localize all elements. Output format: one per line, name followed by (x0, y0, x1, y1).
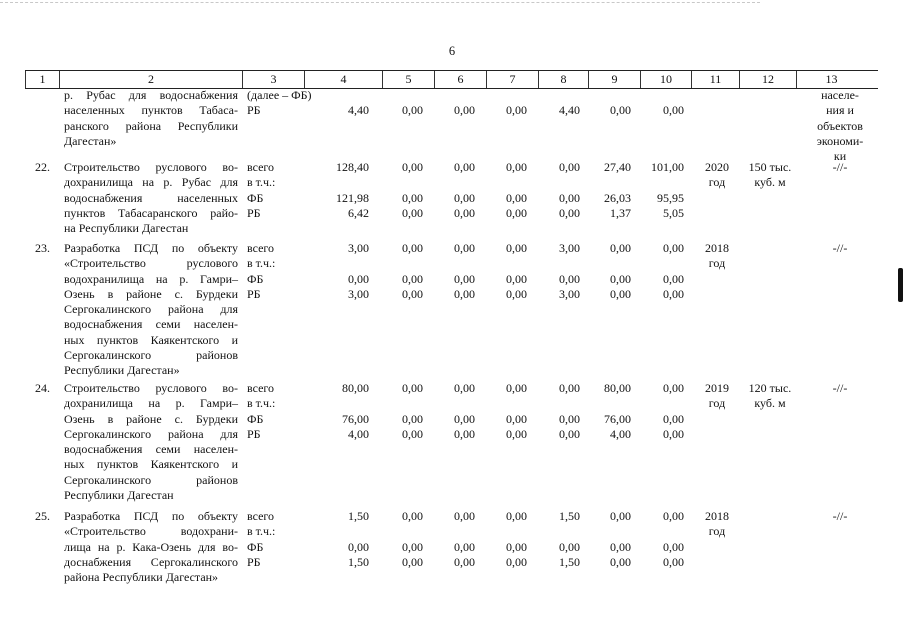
completion-year-line: год (708, 524, 726, 539)
object-name-line: Озень в районе с. Бурдеки (64, 411, 238, 426)
value-cell: 0,00 (663, 241, 684, 255)
funding-source-line: РБ (247, 426, 261, 441)
funding-source-line: в т.ч.: (247, 256, 276, 271)
header-col-8: 8 (538, 71, 588, 88)
remark (809, 509, 871, 524)
remark-line: -//- (832, 160, 848, 174)
funding-source-line: в т.ч.: (247, 524, 276, 539)
header-col-10: 10 (640, 71, 691, 88)
value-col-7 (485, 381, 527, 442)
completion-year-line: год (708, 256, 726, 271)
value-col-10 (637, 241, 684, 302)
funding-source-line: ФБ (247, 411, 264, 426)
header-col-13: 13 (796, 71, 866, 88)
value-cell (585, 524, 631, 539)
scan-artifact-line (0, 2, 760, 6)
value-col-9 (585, 88, 631, 119)
value-col-5 (381, 160, 423, 221)
value-cell: 0,00 (610, 241, 631, 255)
value-cell (381, 88, 423, 103)
funding-source-line: в т.ч.: (247, 396, 276, 411)
value-cell: 1,50 (348, 509, 369, 523)
value-col-8 (537, 381, 580, 442)
value-cell: 0,00 (506, 241, 527, 255)
value-cell: 0,00 (402, 205, 423, 220)
object-name-line: Сергокалинского районов (64, 472, 238, 487)
value-cell (485, 256, 527, 271)
object-name-line: пунктов Табасаранского райо- (64, 205, 238, 220)
object-name-line: дохранилища на р. Рубас для (64, 175, 238, 190)
value-cell: 76,00 (342, 411, 369, 426)
funding-source-line: РБ (247, 554, 261, 569)
row-number: 22. (35, 160, 50, 174)
value-cell (485, 88, 527, 103)
value-cell: 0,00 (402, 381, 423, 395)
completion-year-line: 2019 (705, 381, 729, 395)
remark-line: ки (833, 149, 847, 164)
remark-line: населе- (821, 88, 859, 102)
value-cell: 0,00 (506, 426, 527, 441)
value-cell: 0,00 (402, 160, 423, 174)
value-cell (311, 256, 369, 271)
object-name-line: Сергокалинского района для (64, 302, 238, 317)
value-cell (585, 88, 631, 103)
value-cell (537, 175, 580, 190)
value-cell: 4,00 (610, 426, 631, 441)
object-name-line: р. Рубас для водоснабжения (64, 88, 238, 102)
object-name-line: ранского района Республики (64, 118, 238, 133)
header-col-5: 5 (382, 71, 434, 88)
object-name-line: Разработка ПСД по объекту (64, 241, 238, 255)
value-cell: 0,00 (506, 103, 527, 118)
value-cell: 0,00 (454, 241, 475, 255)
remark-line: объектов (817, 118, 863, 133)
value-col-8 (537, 509, 580, 570)
capacity-line: 150 тыс. (748, 160, 792, 174)
table-header-row (25, 70, 878, 89)
completion-year (694, 381, 740, 412)
value-cell: 0,00 (454, 190, 475, 205)
value-col-8 (537, 241, 580, 302)
value-col-5 (381, 88, 423, 119)
value-cell: 80,00 (604, 381, 631, 395)
value-cell (433, 256, 475, 271)
value-cell: 0,00 (559, 539, 580, 554)
value-cell: 0,00 (506, 411, 527, 426)
header-col-9: 9 (588, 71, 640, 88)
value-cell: 0,00 (506, 205, 527, 220)
value-cell: 0,00 (402, 271, 423, 286)
value-cell (585, 175, 631, 190)
remark (809, 241, 871, 256)
value-cell: 0,00 (402, 103, 423, 118)
value-cell: 0,00 (559, 160, 580, 174)
remark-line: -//- (832, 509, 848, 523)
value-cell: 5,05 (663, 205, 684, 220)
value-col-9 (585, 241, 631, 302)
value-cell: 0,00 (663, 426, 684, 441)
funding-source (247, 88, 312, 119)
value-cell: 121,98 (336, 190, 369, 205)
header-col-12: 12 (739, 71, 796, 88)
header-col-11: 11 (691, 71, 739, 88)
value-cell (311, 88, 369, 103)
value-cell: 0,00 (402, 509, 423, 523)
object-name-line: водоснабжения семи населен- (64, 317, 238, 332)
object-name-line: Строительство руслового во- (64, 381, 238, 395)
funding-source-line: в т.ч.: (247, 175, 276, 190)
object-name-line: доснабжения Сергокалинского (64, 554, 238, 569)
object-name (64, 160, 238, 236)
value-cell: 0,00 (454, 286, 475, 301)
value-col-7 (485, 241, 527, 302)
value-cell (433, 88, 475, 103)
value-cell: 101,00 (651, 160, 684, 174)
value-col-9 (585, 381, 631, 442)
funding-source (247, 509, 309, 570)
value-cell: 0,00 (663, 381, 684, 395)
completion-year-line: 2020 (705, 160, 729, 174)
value-cell: 0,00 (402, 241, 423, 255)
value-cell: 0,00 (506, 381, 527, 395)
value-col-5 (381, 381, 423, 442)
value-cell (537, 256, 580, 271)
value-cell: 0,00 (348, 271, 369, 286)
remark (809, 381, 871, 396)
object-name (64, 509, 238, 585)
value-cell: 1,50 (559, 509, 580, 523)
value-cell (433, 175, 475, 190)
funding-source-line: всего (247, 381, 275, 395)
value-cell (433, 396, 475, 411)
completion-year (694, 509, 740, 540)
value-cell: 0,00 (506, 190, 527, 205)
object-name-line: Сергокалинского районов (64, 348, 238, 363)
remark-line: ния и (826, 103, 854, 118)
object-name-line: водохранилища на р. Гамри– (64, 271, 238, 286)
value-col-9 (585, 160, 631, 221)
completion-year-line: год (708, 175, 726, 190)
value-cell (537, 524, 580, 539)
funding-source-line: ФБ (247, 190, 264, 205)
value-cell: 0,00 (610, 271, 631, 286)
value-cell: 0,00 (663, 271, 684, 286)
value-col-6 (433, 509, 475, 570)
value-col-10 (637, 381, 684, 442)
value-cell: 0,00 (610, 286, 631, 301)
object-name-line: ных пунктов Каякентского и (64, 332, 238, 347)
value-cell: 0,00 (663, 539, 684, 554)
object-name (64, 241, 238, 379)
value-cell: 128,40 (336, 160, 369, 174)
capacity-line: куб. м (754, 175, 786, 190)
capacity-line: 120 тыс. (748, 381, 792, 395)
value-cell: 3,00 (348, 241, 369, 255)
value-col-4 (311, 509, 369, 570)
value-cell: 3,00 (348, 286, 369, 301)
funding-source (247, 160, 309, 221)
value-cell: 0,00 (506, 271, 527, 286)
value-col-6 (433, 241, 475, 302)
value-cell: 0,00 (506, 554, 527, 569)
value-cell: 0,00 (506, 286, 527, 301)
funding-source-line: (далее – ФБ) (247, 88, 312, 102)
value-cell: 0,00 (402, 190, 423, 205)
value-cell: 0,00 (663, 286, 684, 301)
value-col-6 (433, 88, 475, 119)
value-cell: 0,00 (454, 539, 475, 554)
value-cell: 95,95 (657, 190, 684, 205)
value-cell (537, 88, 580, 103)
remark-line: -//- (832, 241, 848, 255)
value-cell: 3,00 (559, 286, 580, 301)
value-col-7 (485, 509, 527, 570)
value-col-4 (311, 88, 369, 119)
value-cell (311, 524, 369, 539)
completion-year-line: 2018 (705, 241, 729, 255)
object-name-line: населенных пунктов Табаса- (64, 103, 238, 118)
value-cell (637, 396, 684, 411)
funding-source-line: ФБ (247, 271, 264, 286)
funding-source (247, 241, 309, 302)
completion-year (694, 241, 740, 272)
funding-source (247, 381, 309, 442)
value-cell: 26,03 (604, 190, 631, 205)
funding-source-line: всего (247, 241, 275, 255)
header-col-4: 4 (304, 71, 382, 88)
value-col-7 (485, 88, 527, 119)
value-cell: 0,00 (454, 160, 475, 174)
value-cell: 0,00 (559, 271, 580, 286)
funding-source-line: всего (247, 509, 275, 523)
remark-line: -//- (832, 381, 848, 395)
object-name-line: Строительство руслового во- (64, 160, 238, 174)
value-cell: 76,00 (604, 411, 631, 426)
value-cell (637, 256, 684, 271)
value-cell (585, 256, 631, 271)
funding-source-line: ФБ (247, 539, 264, 554)
value-cell: 0,00 (454, 411, 475, 426)
object-name-line: лища на р. Кака-Озень для во- (64, 539, 238, 554)
value-col-4 (311, 241, 369, 302)
object-name-line: района Республики Дагестан» (64, 570, 219, 585)
value-cell: 0,00 (454, 271, 475, 286)
value-cell: 4,40 (348, 103, 369, 118)
value-col-5 (381, 509, 423, 570)
value-cell (485, 524, 527, 539)
value-cell (381, 256, 423, 271)
value-cell: 1,50 (348, 554, 369, 569)
capacity-line: куб. м (754, 396, 786, 411)
value-cell: 0,00 (402, 411, 423, 426)
value-cell: 27,40 (604, 160, 631, 174)
value-col-6 (433, 160, 475, 221)
value-col-5 (381, 241, 423, 302)
value-col-9 (585, 509, 631, 570)
value-cell: 0,00 (610, 554, 631, 569)
object-name-line: Республики Дагестан (64, 488, 174, 503)
header-col-7: 7 (486, 71, 538, 88)
object-name-line: водоснабжения населенных (64, 190, 238, 205)
value-col-10 (637, 509, 684, 570)
value-cell: 0,00 (506, 539, 527, 554)
value-cell: 0,00 (610, 539, 631, 554)
value-cell: 0,00 (402, 554, 423, 569)
value-cell: 0,00 (454, 554, 475, 569)
capacity (742, 381, 798, 412)
value-cell: 1,37 (610, 205, 631, 220)
row-number: 25. (35, 509, 50, 523)
page-number: 6 (448, 44, 456, 58)
object-name-line: водоснабжения семи населен- (64, 442, 238, 457)
value-cell (537, 396, 580, 411)
object-name-line: Разработка ПСД по объекту (64, 509, 238, 523)
value-cell (585, 396, 631, 411)
completion-year-line: год (708, 396, 726, 411)
value-cell (637, 88, 684, 103)
object-name-line: Дагестан» (64, 133, 117, 148)
object-name-line: Озень в районе с. Бурдеки (64, 286, 238, 301)
header-col-2: 2 (59, 71, 242, 88)
completion-year (694, 160, 740, 191)
value-cell (485, 396, 527, 411)
object-name (64, 381, 238, 503)
value-cell: 0,00 (402, 539, 423, 554)
value-cell (637, 524, 684, 539)
value-cell (381, 524, 423, 539)
value-cell (311, 396, 369, 411)
value-cell: 3,00 (559, 241, 580, 255)
value-cell: 0,00 (454, 426, 475, 441)
scan-artifact-mark (898, 268, 903, 302)
value-cell: 0,00 (348, 539, 369, 554)
funding-source-line: РБ (247, 286, 261, 301)
value-cell (637, 175, 684, 190)
funding-source-line: РБ (247, 103, 261, 118)
object-name-line: Сергокалинского района для (64, 426, 238, 441)
value-cell: 0,00 (402, 286, 423, 301)
value-col-10 (637, 160, 684, 221)
object-name-line: Республики Дагестан» (64, 363, 180, 378)
value-col-8 (537, 160, 580, 221)
value-cell: 0,00 (559, 190, 580, 205)
value-col-4 (311, 381, 369, 442)
value-col-7 (485, 160, 527, 221)
object-name-line: «Строительство руслового (64, 256, 238, 271)
remark (809, 88, 871, 164)
funding-source-line: РБ (247, 205, 261, 220)
value-col-10 (637, 88, 684, 119)
value-cell: 0,00 (506, 160, 527, 174)
value-col-8 (537, 88, 580, 119)
value-cell: 4,00 (348, 426, 369, 441)
value-cell (433, 524, 475, 539)
object-name-line: на Республики Дагестан (64, 221, 189, 236)
value-cell: 1,50 (559, 554, 580, 569)
value-cell: 0,00 (506, 509, 527, 523)
header-col-3: 3 (242, 71, 304, 88)
value-cell: 0,00 (663, 554, 684, 569)
row-number: 23. (35, 241, 50, 255)
value-cell: 6,42 (348, 205, 369, 220)
object-name-line: «Строительство водохрани- (64, 524, 238, 539)
value-cell: 0,00 (454, 509, 475, 523)
value-cell: 0,00 (610, 509, 631, 523)
value-cell: 80,00 (342, 381, 369, 395)
value-cell: 0,00 (454, 381, 475, 395)
funding-source-line: всего (247, 160, 275, 174)
header-col-1: 1 (25, 71, 59, 88)
value-cell: 0,00 (663, 509, 684, 523)
value-cell: 0,00 (559, 411, 580, 426)
value-col-4 (311, 160, 369, 221)
row-number: 24. (35, 381, 50, 395)
value-cell: 0,00 (559, 381, 580, 395)
capacity (742, 160, 798, 191)
remark-line: экономи- (816, 133, 864, 148)
object-name-line: ных пунктов Каякентского и (64, 457, 238, 472)
completion-year-line: 2018 (705, 509, 729, 523)
value-cell: 0,00 (663, 411, 684, 426)
value-cell: 0,00 (454, 205, 475, 220)
value-cell: 4,40 (559, 103, 580, 118)
value-cell: 0,00 (559, 205, 580, 220)
value-cell (485, 175, 527, 190)
value-cell: 0,00 (402, 426, 423, 441)
remark (809, 160, 871, 175)
value-cell (381, 175, 423, 190)
object-name (64, 88, 238, 149)
object-name-line: дохранилища на р. Гамри– (64, 396, 238, 411)
header-col-6: 6 (434, 71, 486, 88)
value-cell (381, 396, 423, 411)
value-col-6 (433, 381, 475, 442)
value-cell: 0,00 (610, 103, 631, 118)
value-cell: 0,00 (663, 103, 684, 118)
value-cell: 0,00 (559, 426, 580, 441)
value-cell (311, 175, 369, 190)
value-cell: 0,00 (454, 103, 475, 118)
